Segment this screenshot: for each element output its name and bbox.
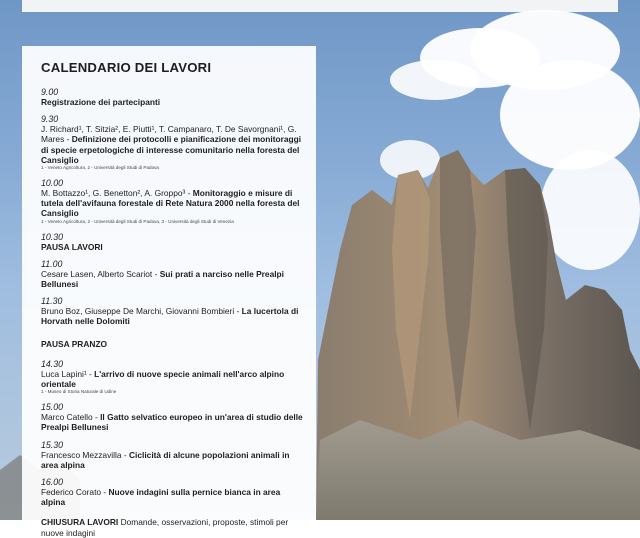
item-affiliations: 1 - Veneto Agricoltura, 2 - Università degli Studi di Padova, 3 - Università degli Studi di Venezia: [41, 218, 234, 224]
item-authors: Francesco Mezzavilla -: [41, 449, 127, 460]
item-time: 14.30: [41, 358, 64, 369]
item-talk: Registrazione dei partecipanti: [41, 97, 161, 107]
item-authors: Cesare Lasen, Alberto Scariot -: [41, 268, 158, 279]
item-talk: Il Gatto selvatico europeo in un'area di studio delle Prealpi Bellunesi: [41, 412, 303, 433]
item-talk: Definizione dei protocolli e pianificazione dei monitoraggi di specie erpetologiche di interesse comunitario nella foresta del Cansiglio: [41, 134, 302, 165]
closing-label: CHIUSURA LAVORI: [41, 517, 119, 528]
item-authors: Federico Corato -: [41, 487, 107, 498]
program-item: [41, 259, 306, 289]
program-item: [41, 359, 306, 395]
item-time: 11.00: [41, 258, 63, 269]
program-item: [41, 296, 306, 326]
item-time: 15.30: [41, 439, 64, 450]
item-talk: L'arrivo di nuove specie animali nell'arco alpino orientale: [41, 368, 285, 390]
program-panel: [22, 46, 316, 538]
item-talk: Ciclicità di alcune popolazioni animali in area alpina: [41, 449, 290, 470]
closing-text: Domande, osservazioni, proposte, stimoli per nuove indagini: [41, 517, 289, 538]
item-time: 16.00: [41, 477, 64, 488]
item-time: 11.30: [41, 296, 63, 307]
item-affiliations: 1 - Veneto Agricoltura, 2 - Università degli Studi di Padova: [41, 165, 159, 171]
item-talk: La lucertola di Horvath nelle Dolomiti: [41, 306, 299, 327]
item-time: 10.00: [41, 178, 64, 189]
item-authors: Marco Catello -: [41, 412, 98, 423]
item-time: 10.30: [41, 231, 64, 242]
item-time: 9.30: [41, 114, 59, 125]
program-item: [41, 178, 306, 225]
item-time: 15.00: [41, 402, 64, 413]
item-authors: Luca Lapini¹ -: [41, 368, 92, 379]
program-item: [41, 232, 306, 252]
item-talk: PAUSA PRANZO: [41, 338, 108, 349]
closing-item: [41, 517, 306, 537]
program-item: [41, 87, 306, 107]
item-authors: M. Bottazzo¹, G. Benetton², A. Groppo³ -: [41, 188, 191, 199]
program-item: [41, 339, 306, 349]
item-talk: PAUSA LAVORI: [41, 241, 103, 252]
program-item: [41, 114, 306, 171]
program-item: [41, 477, 306, 507]
item-talk: Monitoraggio e misure di tutela dell'avifauna forestale di Rete Natura 2000 nella foresta del Cansiglio: [41, 188, 300, 219]
item-authors: J. Richard¹, T. Sitzia², E. Piutti¹, T. Campanaro, T. De Savorgnani¹, G. Mares -: [41, 124, 297, 145]
item-affiliations: 1 - Museo di Storia Naturale di Udine: [41, 389, 117, 395]
program-item: [41, 440, 306, 470]
item-time: 9.00: [41, 87, 59, 97]
item-authors: Bruno Boz, Giuseppe De Marchi, Giovanni Bombieri -: [41, 306, 240, 317]
program-title: CALENDARIO DEI LAVORI: [41, 60, 212, 75]
program-item: [41, 402, 306, 432]
item-talk: Nuove indagini sulla pernice bianca in area alpina: [41, 487, 281, 508]
item-talk: Sui prati a narciso nelle Prealpi Bellunesi: [41, 268, 284, 290]
